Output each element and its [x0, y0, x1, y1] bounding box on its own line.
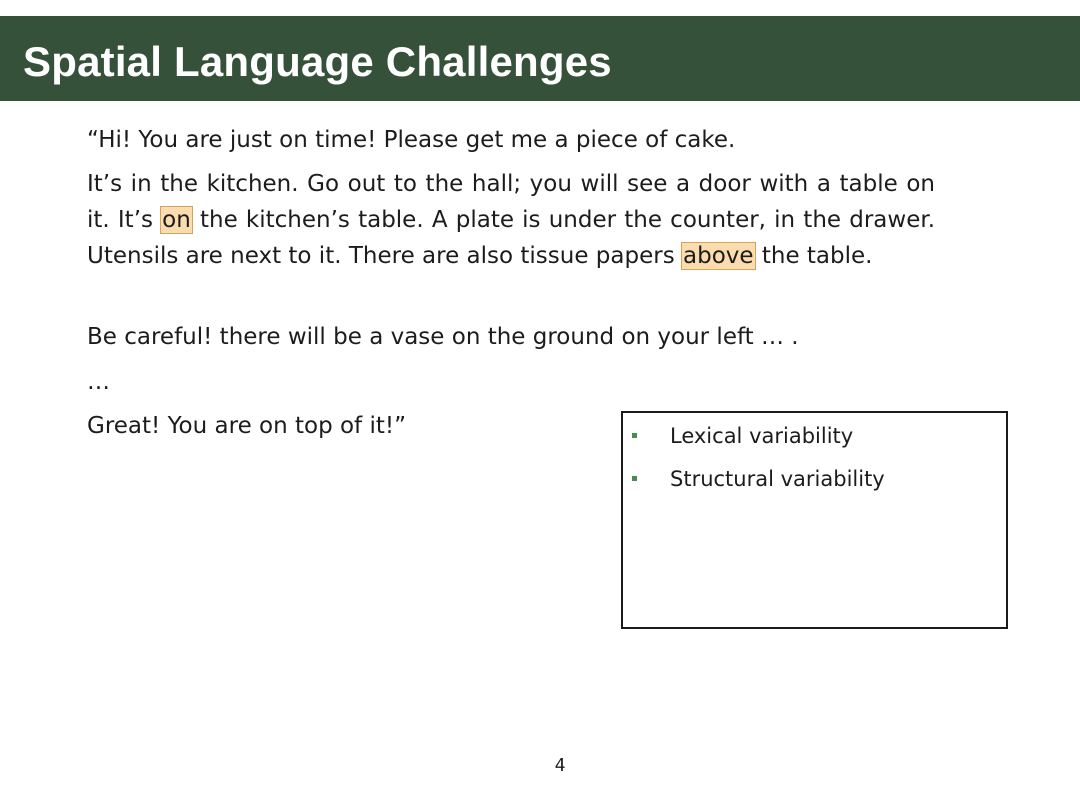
variability-box	[621, 411, 1008, 629]
paragraph-closing: Great! You are on top of it!”	[87, 413, 407, 439]
directions-text-1: It’s in the kitchen. Go out to the hall; you will see a door with a table on it. It’s	[87, 171, 935, 233]
slide-title: Spatial Language Challenges	[23, 38, 612, 85]
square-bullet-icon	[632, 433, 637, 438]
directions-text-2: the kitchen’s table. A plate is under the counter, in the drawer. Utensils are next to it. There are also tissue papers	[87, 207, 935, 269]
bullet-item-lexical	[623, 422, 1006, 452]
paragraph-warning: Be careful! there will be a vase on the ground on your left … .	[87, 324, 799, 350]
paragraph-ellipsis: …	[87, 369, 110, 395]
bullet-label: Structural variability	[670, 467, 885, 491]
bullet-label: Lexical variability	[670, 424, 854, 448]
bullet-item-structural	[623, 465, 1006, 495]
directions-text-3: the table.	[754, 243, 873, 269]
highlight-above: above	[683, 243, 754, 269]
page-number: 4	[554, 755, 566, 776]
highlight-on: on	[162, 207, 191, 233]
paragraph-greeting: “Hi! You are just on time! Please get me a piece of cake.	[87, 127, 736, 153]
paragraph-directions	[87, 166, 935, 274]
square-bullet-icon	[632, 476, 637, 481]
title-bar	[0, 16, 1080, 101]
